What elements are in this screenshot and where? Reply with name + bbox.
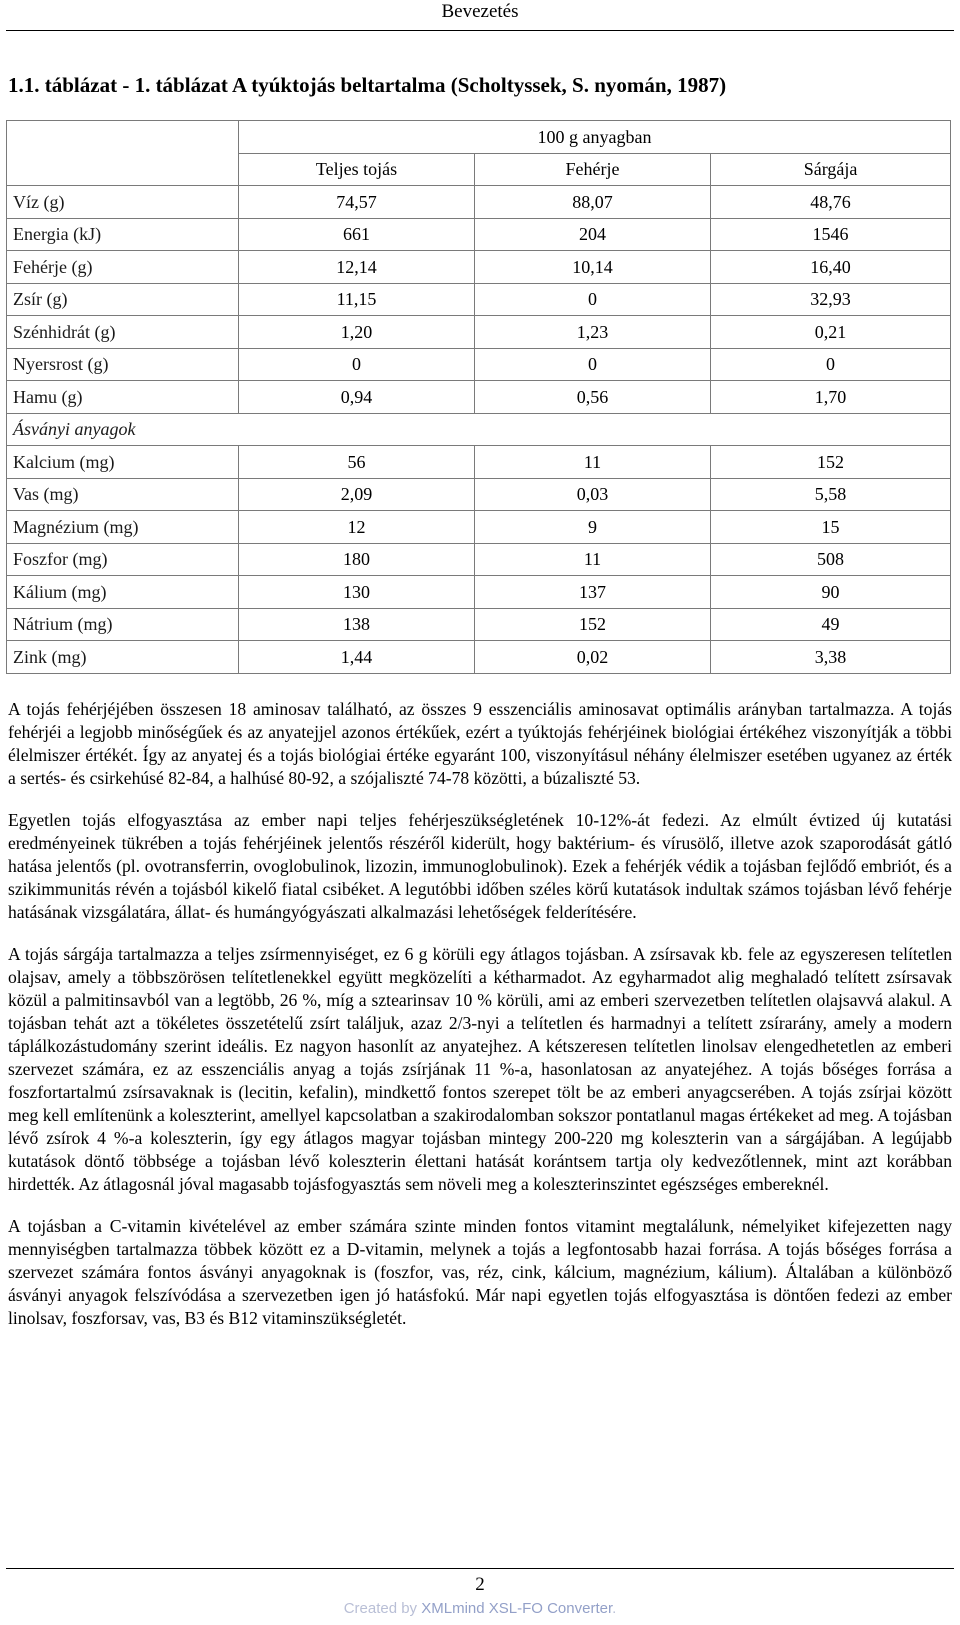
table-cell: 48,76 [711,186,951,219]
row-label: Hamu (g) [7,381,239,414]
paragraph-vitamins: A tojásban a C-vitamin kivételével az ember számára szinte minden fontos vitamint megtalálunk, némelyiket kifejezetten nagy mennyiségben tartalmazza többek között ez a D-vitamin, melynek a tojás a legfontosabb hazai forrása. A tojás bőséges forrása a szervezet számára fontos ásványi anyagoknak is (foszfor, vas, réz, cink, kálcium, magnézium, kálium). Általában a különböző ásványi anyagok felszívódása a szervezetben igen jó hatásfokú. Már napi egyetlen tojás elfogyasztása is döntően fedezi az ember linolsav, foszforsav, vas, B3 és B12 vitaminszükségletét. [8,1216,952,1328]
table-row [7,381,951,414]
row-label: Zink (mg) [7,641,239,674]
table-cell: 0,02 [475,641,711,674]
table-cell: 152 [711,446,951,479]
table-cell: 32,93 [711,283,951,316]
converter-credit [0,1600,960,1617]
table-cell: 88,07 [475,186,711,219]
table-cell: 0,56 [475,381,711,414]
table-cell: 9 [475,511,711,544]
row-label: Vas (mg) [7,478,239,511]
table-row [7,641,951,674]
row-label: Víz (g) [7,186,239,219]
table-cell: 0 [475,348,711,381]
table-row [7,218,951,251]
section-row [7,413,951,446]
table-cell: 11,15 [239,283,475,316]
section-label-minerals: Ásványi anyagok [7,413,951,446]
row-label: Nátrium (mg) [7,608,239,641]
credit-brand-link[interactable]: XMLmind XSL-FO Converter [421,1600,613,1617]
table-row [7,283,951,316]
table-cell: 90 [711,576,951,609]
table-cell: 11 [475,446,711,479]
running-header: Bevezetés [441,1,519,22]
table-group-header-row [7,121,951,154]
row-label: Zsír (g) [7,283,239,316]
table-cell: 11 [475,543,711,576]
row-label: Fehérje (g) [7,251,239,284]
table-cell: 0 [475,283,711,316]
table-cell: 152 [475,608,711,641]
row-label: Foszfor (mg) [7,543,239,576]
paragraph-yolk-fats: A tojás sárgája tartalmazza a teljes zsírmennyiséget, ez 6 g körüli egy átlagos tojásban. A zsírsavak kb. fele az egyszeresen telítetlen olajsav, amely a többszörösen telítetlenekkel együtt megközelíti a kétharmadot. Az egyharmadot alig meghaladó telített zsírsavak közül a palmitinsavból van a legtöbb, 26 %, míg a sztearinsav 10 % körüli, ami az emberi szervezetben telítetlen olajsavvá alakul. A tojásban tehát azt a tökéletes összetételű zsírt találjuk, azaz 2/3-nyi a telítetlen és harmadnyi a telített zsírarány, amely a modern táplálkozástudomány szerint ideális. Ez nagyon hasonlít az anyatejhez. A kétszeresen telítetlen linolsav elengedhetetlen az emberi szervezet számára, ez az esszenciális anyag a tojás zsírjának 11 %-a, hasonlatosan az anyatejéhez. A tojás bőséges forrása a foszfortartalmú zsírsavaknak is (lecitin, kefalin), mindkettő fontos szerepet tölt be az emberi anyagcserében. A tojás zsírjai között meg kell említenünk a koleszterint, amellyel kapcsolatban a szakirodalomban sokszor pontatlanul magas értékeket ad meg. A tojásban lévő zsírok 4 %-a koleszterin, így egy átlagos magyar tojásban mintegy 200-220 mg koleszterin van a sárgájában. A legújabb kutatások döntő többsége a tojásban lévő koleszterin élettani hatását korántsem tartja oly kedvezőtlennek, mint azt korábban hirdették. Az átlagosnál jóval magasabb tojásfogyasztás sem növeli meg a koleszterinszintet egészséges embereknél. [8,944,952,1194]
column-header-white: Fehérje [475,153,711,186]
table-cell: 5,58 [711,478,951,511]
table-row [7,348,951,381]
table-cell: 12 [239,511,475,544]
table-caption: 1.1. táblázat - 1. táblázat A tyúktojás beltartalma (Scholtyssek, S. nyomán, 1987) [8,73,727,97]
row-label: Energia (kJ) [7,218,239,251]
paragraph-protein-benefits: Egyetlen tojás elfogyasztása az ember napi teljes fehérjeszükségletének 10-12%-át fedezi. Az elmúlt évtized új kutatási eredményeinek tükrében a tojás fehérjéinek jelentős részéről kiderült, hogy baktérium- és vírusölő, illetve azok szaporodását gátló hatása jelentős (pl. ovotransferrin, ovoglobulinok, lizozin, immunoglobulinok). Ezek a fehérjék védik a tojásban fejlődő embriót, és a szikimmunitás révén a tojásból kikelő fiatal csibéket. A legutóbbi időben széles körű kutatások indultak számos tojásban lévő fehérje hatásának vizsgálatára, állat- és humángyógyászati alkalmazási lehetőségek felderítésére. [8,810,952,922]
page-number: 2 [475,1574,485,1595]
table-cell: 3,38 [711,641,951,674]
footer-divider [6,1568,954,1569]
table-cell: 0,03 [475,478,711,511]
credit-prefix: Created by [343,1600,422,1617]
credit-suffix: . [612,1600,617,1617]
table-cell: 0 [711,348,951,381]
table-cell: 49 [711,608,951,641]
table-cell: 0 [239,348,475,381]
table-row [7,543,951,576]
table-cell: 180 [239,543,475,576]
table-cell: 0,21 [711,316,951,349]
group-header-cell: 100 g anyagban [239,121,951,154]
table-cell: 2,09 [239,478,475,511]
table-row [7,251,951,284]
table-row [7,478,951,511]
table-cell: 56 [239,446,475,479]
table-cell: 1,23 [475,316,711,349]
table-cell: 1,20 [239,316,475,349]
row-label: Nyersrost (g) [7,348,239,381]
table-cell: 1,70 [711,381,951,414]
body-text [8,698,952,1349]
table-row [7,608,951,641]
table-cell: 204 [475,218,711,251]
table-cell: 137 [475,576,711,609]
column-header-yolk: Sárgája [711,153,951,186]
table-cell: 661 [239,218,475,251]
table-row [7,186,951,219]
row-label: Magnézium (mg) [7,511,239,544]
table-cell: 12,14 [239,251,475,284]
row-label: Szénhidrát (g) [7,316,239,349]
table-cell: 138 [239,608,475,641]
table-cell: 1546 [711,218,951,251]
table-corner-cell [7,121,239,186]
row-label: Kálium (mg) [7,576,239,609]
column-header-whole-egg: Teljes tojás [239,153,475,186]
table-cell: 508 [711,543,951,576]
table-cell: 16,40 [711,251,951,284]
table-row [7,446,951,479]
header-divider [6,30,954,31]
nutrition-table [6,120,951,674]
paragraph-protein: A tojás fehérjéjében összesen 18 aminosav található, az összes 9 esszenciális aminosavat optimális arányban tartalmazza. A tojás fehérjéi a legjobb minőségűek és az anyatejjel azonos értékűek, ezért a tyúktojás fehérjéinek biológiai értékéhez viszonyítják a többi élelmiszer értékét. Így az anyatej és a tojás biológiai értéke egyaránt 100, viszonyításul néhány élelmiszer esetében ugyanez az érték a sertés- és csirkehúsé 82-84, a halhúsé 80-92, a szójaliszté 74-78 közötti, a búzaliszté 53. [8,699,952,788]
table-cell: 1,44 [239,641,475,674]
row-label: Kalcium (mg) [7,446,239,479]
table-cell: 10,14 [475,251,711,284]
table-cell: 0,94 [239,381,475,414]
table-row [7,511,951,544]
table-row [7,576,951,609]
table-cell: 74,57 [239,186,475,219]
table-cell: 130 [239,576,475,609]
table-row [7,316,951,349]
table-cell: 15 [711,511,951,544]
